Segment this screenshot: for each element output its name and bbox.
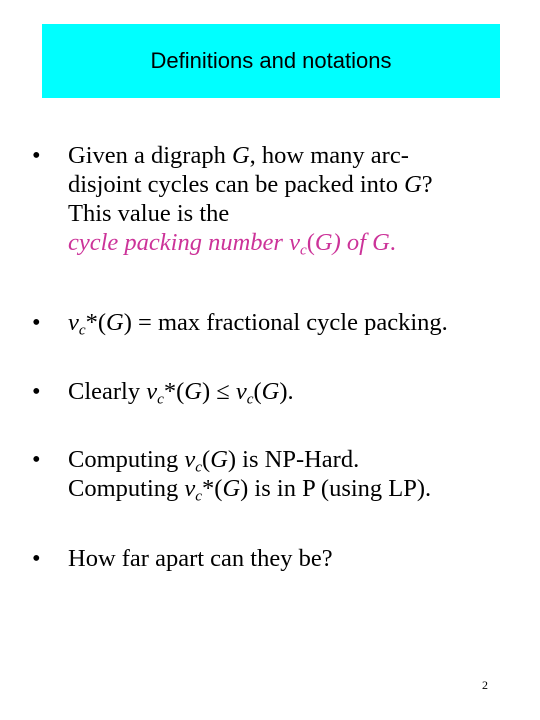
bullet-question — [32, 544, 522, 573]
bullet-dot: • — [32, 142, 41, 169]
bullet-1-line-2: disjoint cycles can be packed into G? — [68, 171, 433, 198]
bullet-inequality — [32, 377, 522, 406]
title-banner — [42, 24, 500, 98]
bullet-dot: • — [32, 309, 41, 336]
page-number: 2 — [482, 678, 488, 692]
bullet-1-line-1: Given a digraph G, how many arc- — [68, 142, 409, 169]
bullet-fractional-packing — [32, 308, 522, 337]
bullet-cycle-packing-definition — [32, 141, 522, 257]
bullet-4-line-1: Computing $\nu_c(G)$ is NP-Hard. — [68, 446, 360, 476]
bullet-4-line-2: Computing $\nu_c*(G)$ is in P (using LP). — [68, 475, 432, 505]
bullet-1-definition: cycle packing number $\nu_c(G)$ of G. — [68, 229, 396, 259]
bullet-dot: • — [32, 378, 41, 405]
bullet-dot: • — [32, 446, 41, 473]
bullet-3-line-1: Clearly $\nu_c*(G) \le \nu_c(G)$. — [68, 378, 294, 408]
bullet-complexity — [32, 445, 522, 503]
bullet-2-line-1: $\nu_c*(G) = \max$ fractional cycle packing. — [68, 309, 448, 339]
bullet-1-line-3: This value is the — [68, 200, 230, 227]
bullet-dot: • — [32, 545, 41, 572]
bullet-5-line-1: How far apart can they be? — [68, 545, 333, 572]
slide-title: Definitions and notations — [150, 48, 392, 73]
